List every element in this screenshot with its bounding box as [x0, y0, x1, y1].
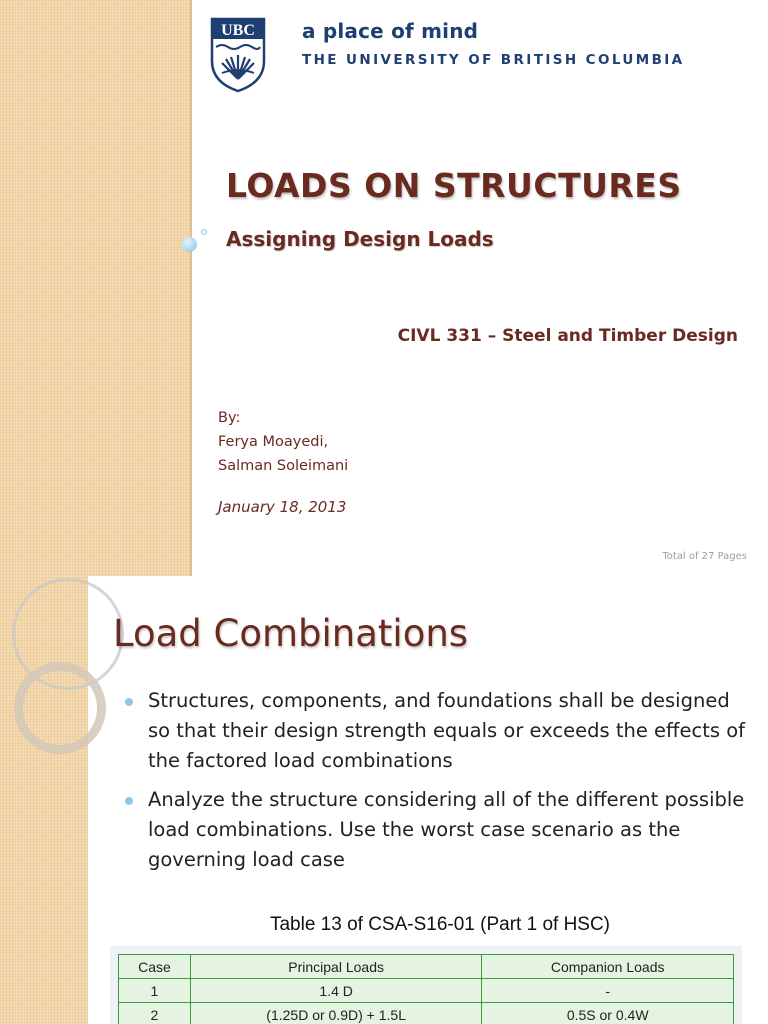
list-item	[122, 785, 752, 875]
column-header: Companion Loads	[482, 955, 734, 979]
page-count-note: Total of 27 Pages	[662, 551, 747, 562]
presentation-date: January 18, 2013	[218, 498, 347, 516]
author-name: Ferya Moayedi,	[218, 434, 329, 450]
table-caption: Table 13 of CSA-S16-01 (Part 1 of HSC)	[269, 914, 611, 935]
ubc-tagline: a place of mind	[302, 19, 479, 43]
table-row	[119, 1003, 734, 1024]
table-cell: 0.5S or 0.4W	[482, 1003, 734, 1024]
content-slide	[0, 576, 768, 1024]
bullet-text: Structures, components, and foundations shall be designed so that their design strength equals or exceeds the effects of the factored load combinations	[148, 689, 745, 772]
bullet-dot-icon	[125, 698, 133, 706]
table-cell: (1.25D or 0.9D) + 1.5L	[190, 1003, 481, 1024]
table-header-row	[119, 955, 734, 979]
by-label: By:	[218, 410, 241, 426]
table-row	[119, 979, 734, 1003]
table-cell: -	[482, 979, 734, 1003]
author-name: Salman Soleimani	[218, 458, 349, 474]
bullet-list	[122, 686, 752, 884]
column-header: Principal Loads	[190, 955, 481, 979]
slide-title: LOADS ON STRUCTURES	[226, 166, 682, 205]
table-container	[110, 946, 742, 1024]
bubble-icon	[182, 237, 197, 252]
ring-decoration-icon	[14, 662, 106, 754]
decorative-side-strip	[0, 0, 192, 576]
slide-title: Load Combinations	[113, 612, 469, 655]
column-header: Case	[119, 955, 191, 979]
bullet-dot-icon	[125, 797, 133, 805]
list-item	[122, 686, 752, 776]
ubc-crest-icon	[210, 17, 266, 93]
logo-text: UBC	[221, 22, 255, 39]
table-cell: 1.4 D	[190, 979, 481, 1003]
load-combination-table	[118, 954, 734, 1024]
slide-subtitle: Assigning Design Loads	[226, 227, 494, 251]
bullet-text: Analyze the structure considering all of the different possible load combinations. Use the worst case scenario as the governing load case	[148, 788, 745, 871]
course-name: CIVL 331 – Steel and Timber Design	[397, 326, 738, 346]
authors-block	[218, 406, 348, 478]
university-name: THE UNIVERSITY OF BRITISH COLUMBIA	[302, 52, 685, 68]
bubble-icon	[201, 229, 207, 235]
table-cell: 1	[119, 979, 191, 1003]
table-cell: 2	[119, 1003, 191, 1024]
